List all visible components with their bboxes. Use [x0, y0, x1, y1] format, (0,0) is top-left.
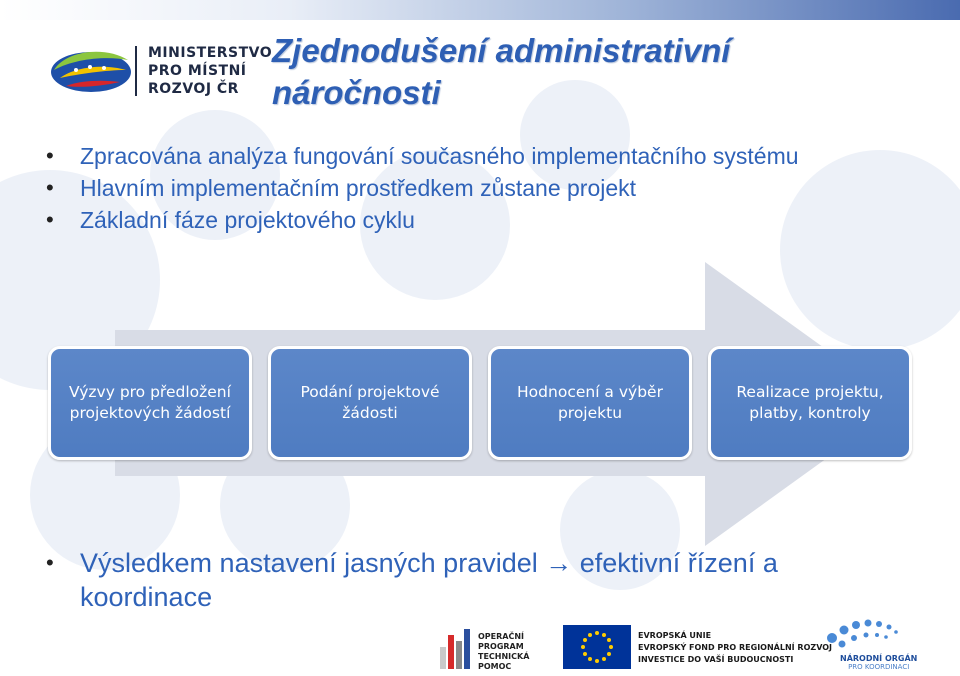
process-step-label: Hodnocení a výběr projektu [517, 383, 663, 422]
bullet-text: Základní fáze projektového cyklu [80, 207, 415, 233]
eu-line: EVROPSKÝ FOND PRO REGIONÁLNÍ ROZVOJ [638, 643, 833, 652]
nok-line: NÁRODNÍ ORGÁN [840, 654, 918, 663]
eu-flag-icon [563, 625, 631, 669]
bullet-text: Hlavním implementačním prostředkem zůstane projekt [80, 175, 637, 201]
ministry-logo-line: ROZVOJ ČR [148, 81, 239, 97]
nok-logo-text [840, 654, 917, 672]
process-step-label: Podání projektové žádosti [300, 383, 440, 422]
bullet-item: • Základní fáze projektového cyklu [46, 207, 415, 233]
slide-title: Zjednodušení administrativní náročnosti [272, 32, 731, 111]
eu-line: EVROPSKÁ UNIE [638, 631, 712, 640]
process-step-4 [708, 346, 912, 460]
bullet-text: Zpracována analýza fungování současného implementačního systému [80, 143, 799, 169]
eu-line: INVESTICE DO VAŠÍ BUDOUCNOSTI [638, 655, 794, 664]
optp-line: POMOC [478, 662, 512, 671]
conclusion-text: Výsledkem nastavení jasných pravidel → efektivní řízení a koordinace [80, 548, 778, 612]
process-step-2 [268, 346, 472, 460]
process-step-3 [488, 346, 692, 460]
bullet-item: • Výsledkem nastavení jasných pravidel → efektivní řízení a koordinace [46, 548, 778, 612]
nok-dots-icon [822, 616, 912, 652]
bullet-item: • Zpracována analýza fungování současného implementačního systému [46, 143, 799, 169]
optp-line: OPERAČNÍ [478, 632, 525, 641]
conclusion-list [40, 546, 910, 614]
optp-bars-icon [440, 625, 476, 669]
optp-logo-text [478, 632, 529, 672]
bullet-item: • Hlavním implementačním prostředkem zůstane projekt [46, 175, 637, 201]
optp-line: PROGRAM [478, 642, 524, 651]
ministry-logo-line: MINISTERSTVO [148, 45, 273, 61]
optp-line: TECHNICKÁ [478, 652, 530, 661]
nok-line: PRO KOORDINACI [848, 663, 910, 671]
process-step-1 [48, 346, 252, 460]
ministry-logo-line: PRO MÍSTNÍ [148, 63, 247, 79]
bullet-list [40, 140, 920, 236]
eu-logo-text [638, 630, 832, 666]
process-step-label: Realizace projektu, platby, kontroly [736, 383, 884, 422]
process-step-label: Výzvy pro předložení projektových žádostí [69, 383, 231, 422]
